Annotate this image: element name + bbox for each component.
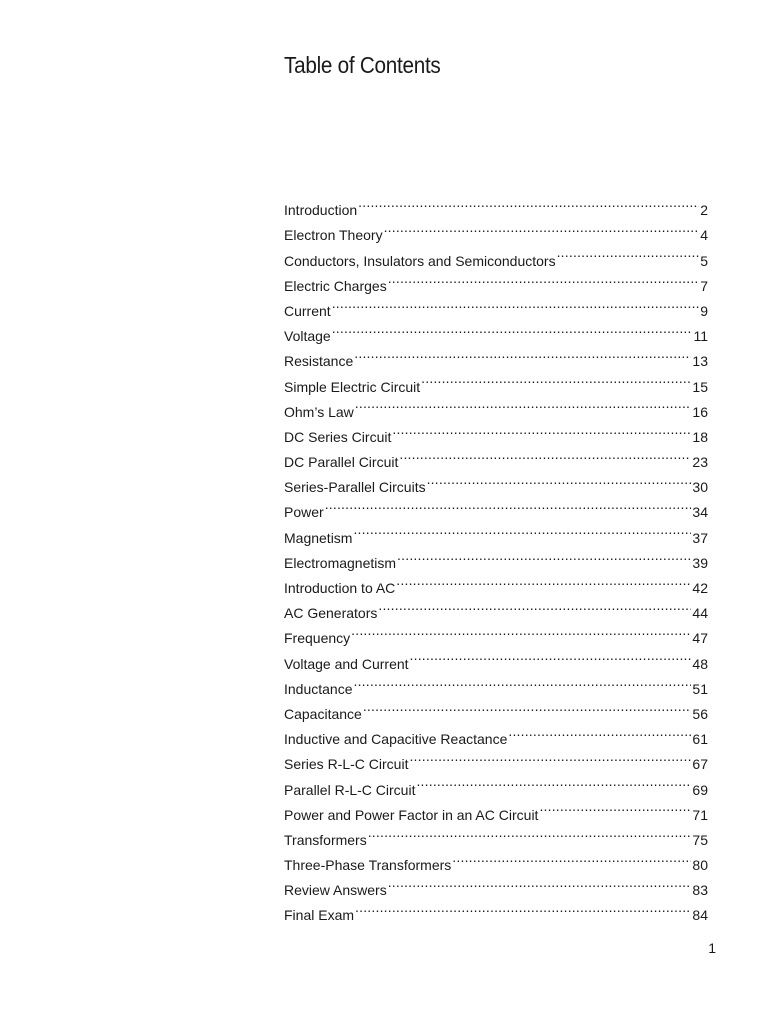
toc-entry[interactable] (284, 517, 708, 546)
toc-dot-leader (388, 266, 700, 291)
toc-entry[interactable] (284, 341, 708, 370)
toc-dot-leader (358, 190, 699, 215)
toc-dot-leader (378, 593, 691, 618)
toc-entry-page: 71 (692, 806, 708, 823)
toc-entry-page: 44 (692, 605, 708, 622)
toc-entry-page: 69 (692, 781, 708, 798)
toc-entry-label: Power (284, 504, 324, 521)
toc-entry-label: Series-Parallel Circuits (284, 479, 426, 496)
toc-dot-leader (508, 719, 691, 744)
toc-dot-leader (427, 467, 692, 492)
toc-entry[interactable] (284, 190, 708, 219)
toc-entry-page: 83 (692, 882, 708, 899)
toc-dot-leader (363, 694, 692, 719)
toc-entry-page: 7 (700, 277, 708, 294)
toc-dot-leader (351, 618, 691, 643)
toc-entry-page: 16 (692, 403, 708, 420)
toc-entry-label: Three-Phase Transformers (284, 857, 452, 874)
toc-dot-leader (355, 895, 691, 920)
toc-dot-leader (354, 341, 691, 366)
toc-dot-leader (539, 795, 691, 820)
toc-dot-leader (355, 392, 692, 417)
toc-dot-leader (332, 316, 693, 341)
toc-dot-leader (399, 442, 691, 467)
toc-entry[interactable] (284, 492, 708, 521)
toc-entry-label: Introduction to AC (284, 580, 396, 596)
toc-entry-page: 11 (693, 328, 708, 345)
toc-entry-label: Series R-L-C Circuit (284, 756, 409, 773)
toc-dot-leader (392, 417, 691, 442)
page-number: 1 (708, 940, 716, 956)
toc-entry-label: Frequency (284, 630, 351, 647)
toc-dot-leader (421, 366, 691, 391)
toc-entry-page: 75 (692, 831, 708, 848)
toc-entry-label: Magnetism (284, 529, 353, 546)
toc-entry-label: Introduction (284, 202, 358, 219)
toc-entry-label: Review Answers (284, 882, 387, 899)
toc-entry-page: 9 (700, 302, 708, 319)
toc-entry-label: Conductors, Insulators and Semiconductors (284, 252, 556, 269)
toc-dot-leader (557, 240, 700, 265)
toc-dot-leader (452, 845, 691, 870)
toc-dot-leader (396, 568, 691, 593)
toc-entry-label: DC Series Circuit (284, 428, 392, 445)
toc-entry-label: Final Exam (284, 907, 355, 924)
toc-entry-page: 4 (700, 227, 708, 244)
toc-entry-page: 84 (692, 907, 708, 924)
toc-entry-label: Transformers (284, 831, 367, 848)
toc-dot-leader (353, 517, 691, 542)
toc-entry-label: Simple Electric Circuit (284, 378, 421, 395)
toc-dot-leader (384, 215, 700, 240)
toc-entry-label: Current (284, 302, 331, 319)
toc-entry-label: Inductive and Capacitive Reactance (284, 731, 508, 748)
toc-list (284, 190, 708, 924)
toc-entry-label: Electromagnetism (284, 554, 397, 571)
toc-entry-label: Inductance (284, 680, 353, 697)
toc-dot-leader (410, 643, 692, 668)
toc-entry-page: 30 (692, 479, 708, 496)
toc-entry-page: 67 (692, 756, 708, 773)
toc-entry[interactable] (284, 316, 708, 345)
toc-entry-page: 15 (692, 378, 708, 395)
page-title: Table of Contents (284, 52, 441, 78)
toc-dot-leader (332, 291, 700, 316)
toc-entry-page: 56 (692, 705, 708, 722)
toc-dot-leader (397, 543, 691, 568)
toc-entry-label: Parallel R-L-C Circuit (284, 781, 416, 798)
toc-entry-label: Voltage (284, 328, 331, 345)
toc-entry-page: 23 (692, 454, 708, 471)
toc-entry-label: AC Generators (284, 605, 378, 622)
toc-entry-page: 18 (692, 428, 708, 445)
toc-entry-page: 80 (692, 857, 708, 874)
toc-entry-page: 51 (692, 680, 708, 697)
toc-entry-label: Voltage and Current (284, 655, 409, 672)
toc-entry-page: 39 (692, 554, 708, 571)
toc-dot-leader (368, 820, 692, 845)
toc-entry-page: 2 (700, 202, 708, 219)
toc-entry-label: Resistance (284, 353, 354, 370)
toc-dot-leader (409, 744, 691, 769)
toc-entry-page: 37 (692, 529, 708, 546)
toc-entry-page: 61 (692, 731, 708, 748)
toc-dot-leader (354, 669, 692, 694)
toc-entry-page: 13 (692, 353, 708, 370)
toc-entry-page: 34 (692, 504, 708, 521)
toc-dot-leader (325, 492, 692, 517)
toc-entry-label: DC Parallel Circuit (284, 454, 399, 471)
toc-entry[interactable] (284, 291, 708, 319)
toc-entry-label: Electron Theory (284, 227, 383, 244)
toc-entry-page: 47 (692, 630, 708, 647)
toc-entry-label: Ohm’s Law (284, 403, 354, 420)
toc-entry-label: Electric Charges (284, 277, 387, 294)
toc-dot-leader (416, 769, 691, 794)
toc-entry-page: 48 (692, 655, 708, 672)
toc-entry-page: 5 (700, 252, 708, 269)
toc-entry-label: Power and Power Factor in an AC Circuit (284, 806, 539, 823)
toc-entry-label: Capacitance (284, 705, 362, 722)
toc-entry-page: 42 (692, 580, 708, 596)
toc-dot-leader (388, 870, 692, 895)
